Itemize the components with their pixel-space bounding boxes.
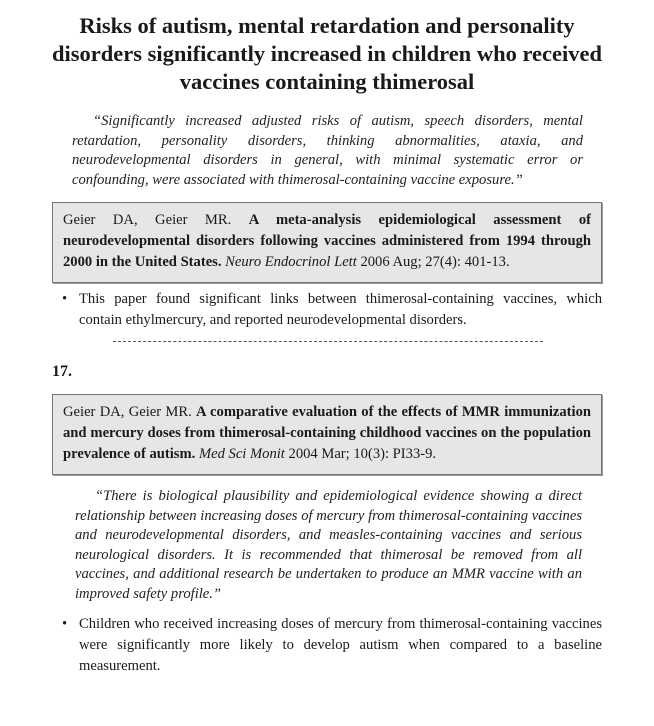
citation-box-1 (52, 202, 602, 283)
bullet-text: This paper found significant links between thimerosal-containing vaccines, which contain ethylmercury, and reported neurodevelopmental disorders. (79, 291, 602, 328)
bullet-text: Children who received increasing doses of mercury from thimerosal-containing vaccines were significantly more likely to develop autism when compared to a baseline measurement. (79, 616, 602, 674)
citation-title: A comparative evaluation of the effects of MMR immunization and mercury doses from thimerosal-containing childhood vaccines on the population prevalence of autism. (63, 404, 591, 462)
citation-journal: Neuro Endocrinol Lett (225, 254, 357, 270)
citation-title: A meta-analysis epidemiological assessment of neurodevelopmental disorders following vaccines administered from 1994 through 2000 in the United States. (63, 212, 591, 270)
citation-authors: Geier DA, Geier MR. (63, 212, 232, 228)
bullet-item-1 (62, 289, 602, 331)
citation-authors: Geier DA, Geier MR. (63, 404, 192, 420)
quote-1: “Significantly increased adjusted risks of autism, speech disorders, mental retardation, personality disorders, thinking abnormalities, ataxia, and neurodevelopmental disorders in general, with minimal systematic error or confounding, were associated with thimerosal-containing vaccine exposure.” (72, 113, 583, 188)
bullet-icon: • (62, 616, 68, 632)
citation-details: 2006 Aug; 27(4): 401-13. (360, 254, 510, 270)
citation-journal: Med Sci Monit (198, 446, 285, 462)
page-title: Risks of autism, mental retardation and personality disorders significantly increased in children who received vaccines containing thimerosal (52, 13, 602, 94)
bullet-icon: • (62, 291, 68, 307)
citation-box-2 (52, 394, 602, 475)
bullet-item-2 (62, 614, 602, 677)
citation-details: 2004 Mar; 10(3): PI33-9. (288, 446, 437, 462)
divider (113, 341, 543, 342)
section-number: 17. (52, 363, 72, 380)
quote-2: “There is biological plausibility and epidemiological evidence showing a direct relationship between increasing doses of mercury from thimerosal-containing vaccines and neurodevelopmental disorders, and measles-containing vaccines and serious neurological disorders. It is recommended that thimerosal be removed from all vaccines, and additional research be undertaken to produce an MMR vaccine with an improved safety profile.” (75, 488, 582, 602)
